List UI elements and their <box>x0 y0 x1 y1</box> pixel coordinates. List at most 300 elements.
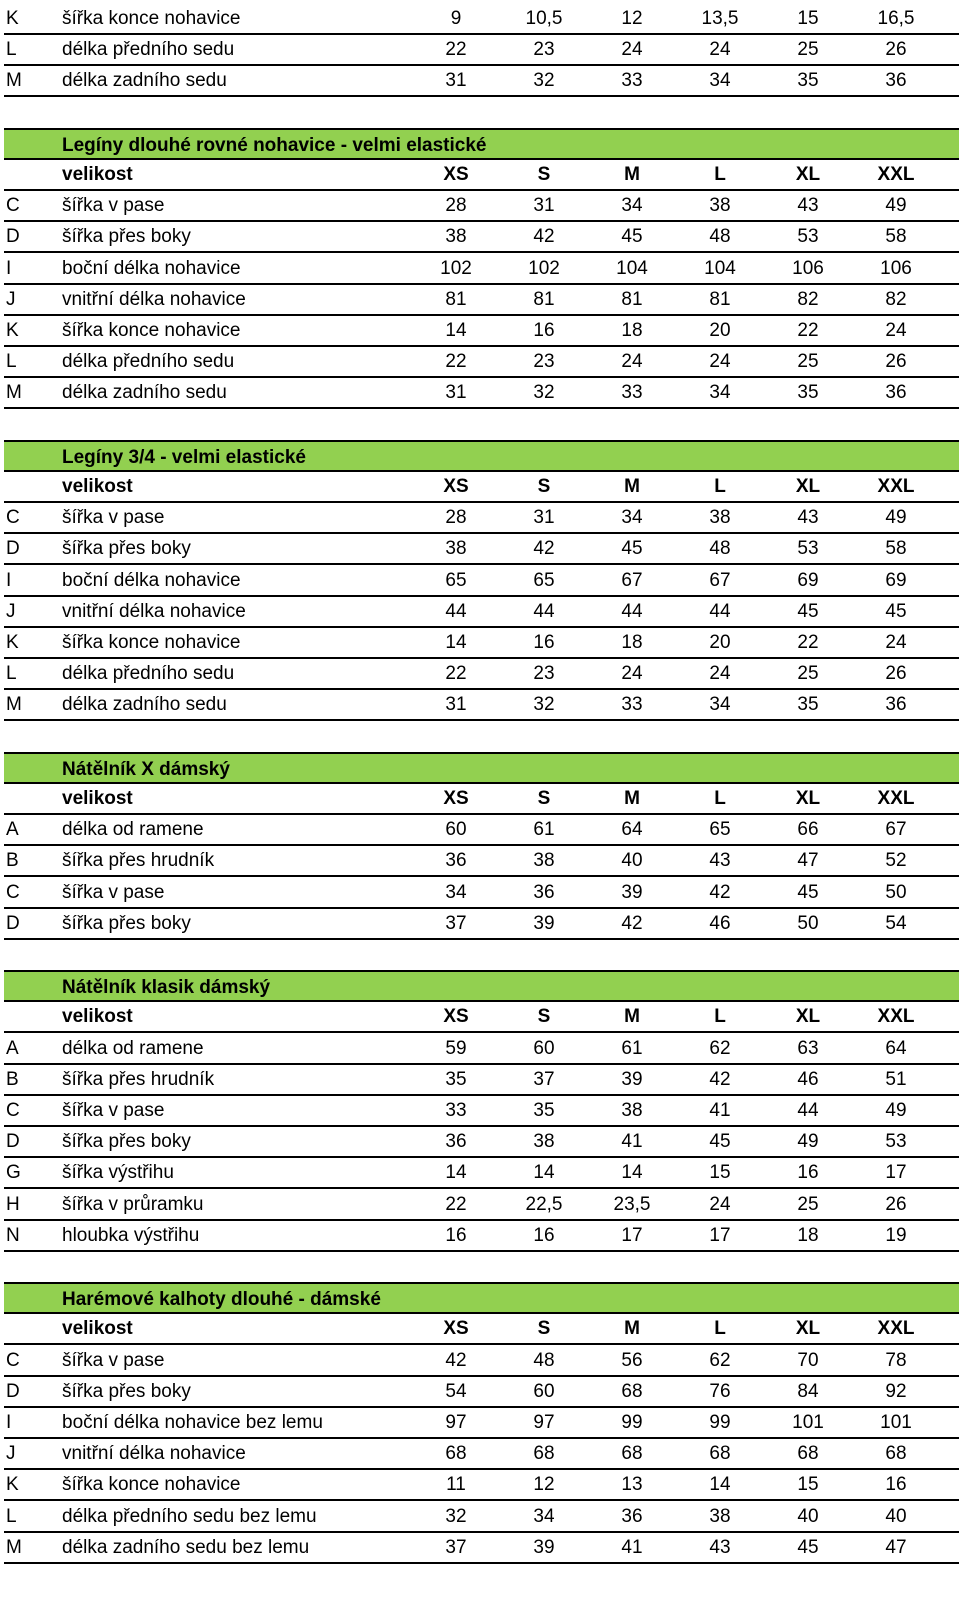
size-value: 23 <box>533 39 555 60</box>
size-header: L <box>714 1006 726 1027</box>
size-header: XXL <box>877 1318 915 1339</box>
table-row <box>4 377 959 409</box>
size-value: 19 <box>885 1225 907 1246</box>
size-value: 32 <box>533 694 555 715</box>
measure-label: šířka konce nohavice <box>62 1474 241 1495</box>
size-header: XS <box>443 1318 469 1339</box>
size-value: 37 <box>445 1537 467 1558</box>
measure-label: šířka přes boky <box>62 913 191 934</box>
size-header: M <box>624 788 640 809</box>
size-value: 35 <box>797 70 819 91</box>
size-value: 24 <box>709 39 731 60</box>
size-value: 81 <box>445 289 467 310</box>
size-value: 61 <box>533 819 555 840</box>
size-value: 45 <box>797 1537 819 1558</box>
size-value: 12 <box>621 8 643 29</box>
size-value: 13,5 <box>701 8 739 29</box>
size-value: 50 <box>885 882 907 903</box>
size-value: 16 <box>533 632 555 653</box>
size-value: 23 <box>533 351 555 372</box>
table-row <box>4 65 959 97</box>
size-value: 9 <box>450 8 462 29</box>
size-value: 38 <box>445 226 467 247</box>
size-header-row <box>4 783 959 815</box>
size-value: 31 <box>445 694 467 715</box>
size-header: S <box>537 476 551 497</box>
size-value: 23,5 <box>613 1194 651 1215</box>
size-value: 13 <box>621 1474 643 1495</box>
measure-code: C <box>6 1100 20 1121</box>
size-header: XXL <box>877 164 915 185</box>
size-value: 43 <box>797 507 819 528</box>
size-value: 62 <box>709 1350 731 1371</box>
measure-code: C <box>6 195 20 216</box>
measure-code: K <box>6 1474 19 1495</box>
size-value: 16 <box>533 1225 555 1246</box>
table-row <box>4 221 959 253</box>
size-value: 42 <box>445 1350 467 1371</box>
size-value: 38 <box>709 1506 731 1527</box>
size-value: 66 <box>797 819 819 840</box>
size-value: 18 <box>621 632 643 653</box>
size-value: 38 <box>445 538 467 559</box>
size-value: 39 <box>533 913 555 934</box>
size-value: 17 <box>621 1225 643 1246</box>
header-label: velikost <box>62 1006 133 1027</box>
size-value: 47 <box>885 1537 907 1558</box>
size-header: XXL <box>877 476 915 497</box>
measure-label: vnitřní délka nohavice <box>62 601 246 622</box>
table-row <box>4 1438 959 1470</box>
size-value: 31 <box>445 382 467 403</box>
size-value: 38 <box>533 850 555 871</box>
section-title-row <box>4 752 959 784</box>
size-value: 47 <box>797 850 819 871</box>
size-value: 41 <box>709 1100 731 1121</box>
size-value: 31 <box>445 70 467 91</box>
header-label: velikost <box>62 476 133 497</box>
size-value: 38 <box>709 195 731 216</box>
measure-code: M <box>6 382 22 403</box>
measure-label: šířka v pase <box>62 195 165 216</box>
size-value: 68 <box>533 1443 555 1464</box>
measure-code: L <box>6 351 17 372</box>
size-value: 38 <box>621 1100 643 1121</box>
measure-label: délka zadního sedu <box>62 382 227 403</box>
size-value: 36 <box>533 882 555 903</box>
size-value: 38 <box>533 1131 555 1152</box>
table-row <box>4 1501 959 1533</box>
size-value: 41 <box>621 1131 643 1152</box>
table-row <box>4 1220 959 1252</box>
size-value: 104 <box>704 258 736 279</box>
size-value: 62 <box>709 1038 731 1059</box>
size-value: 24 <box>621 39 643 60</box>
size-value: 34 <box>709 694 731 715</box>
measure-code: K <box>6 8 19 29</box>
measure-label: šířka přes boky <box>62 1131 191 1152</box>
header-label: velikost <box>62 164 133 185</box>
table-row <box>4 1033 959 1065</box>
size-value: 44 <box>797 1100 819 1121</box>
measure-label: vnitřní délka nohavice <box>62 1443 246 1464</box>
table-row <box>4 1532 959 1564</box>
table-row <box>4 346 959 378</box>
measure-code: L <box>6 663 17 684</box>
measure-code: C <box>6 882 20 903</box>
size-header: L <box>714 164 726 185</box>
table-row <box>4 502 959 534</box>
table-row <box>4 845 959 877</box>
measure-label: délka předního sedu <box>62 351 235 372</box>
size-value: 43 <box>709 1537 731 1558</box>
size-value: 24 <box>621 663 643 684</box>
measure-label: vnitřní délka nohavice <box>62 289 246 310</box>
size-value: 14 <box>445 632 467 653</box>
size-value: 14 <box>445 320 467 341</box>
size-value: 23 <box>533 663 555 684</box>
size-header: XXL <box>877 788 915 809</box>
size-value: 39 <box>621 882 643 903</box>
section-title: Harémové kalhoty dlouhé - dámské <box>62 1289 381 1310</box>
measure-label: hloubka výstřihu <box>62 1225 200 1246</box>
table-row <box>4 1189 959 1221</box>
size-header: L <box>714 1318 726 1339</box>
size-value: 60 <box>533 1038 555 1059</box>
size-value: 52 <box>885 850 907 871</box>
size-value: 25 <box>797 39 819 60</box>
header-label: velikost <box>62 788 133 809</box>
size-value: 15 <box>797 8 819 29</box>
table-row <box>4 689 959 721</box>
size-header: M <box>624 1006 640 1027</box>
size-value: 60 <box>533 1381 555 1402</box>
size-value: 39 <box>621 1069 643 1090</box>
measure-code: K <box>6 320 19 341</box>
size-value: 20 <box>709 320 731 341</box>
size-value: 54 <box>885 913 907 934</box>
measure-code: I <box>6 570 12 591</box>
size-value: 68 <box>709 1443 731 1464</box>
size-value: 33 <box>621 694 643 715</box>
size-value: 102 <box>440 258 472 279</box>
measure-code: B <box>6 1069 19 1090</box>
size-header: XXL <box>877 1006 915 1027</box>
size-value: 106 <box>792 258 824 279</box>
size-value: 26 <box>885 39 907 60</box>
measure-code: M <box>6 1537 22 1558</box>
size-value: 48 <box>533 1350 555 1371</box>
size-value: 40 <box>621 850 643 871</box>
size-value: 31 <box>533 507 555 528</box>
measure-label: délka zadního sedu bez lemu <box>62 1537 310 1558</box>
size-value: 48 <box>709 226 731 247</box>
size-value: 33 <box>621 382 643 403</box>
size-header: S <box>537 1006 551 1027</box>
size-value: 101 <box>880 1412 912 1433</box>
size-header-row <box>4 1313 959 1345</box>
size-header: XL <box>795 1318 821 1339</box>
size-value: 69 <box>797 570 819 591</box>
measure-label: boční délka nohavice bez lemu <box>62 1412 323 1433</box>
measure-label: délka zadního sedu <box>62 694 227 715</box>
measure-code: D <box>6 1381 20 1402</box>
measure-label: šířka konce nohavice <box>62 632 241 653</box>
section-title: Nátělník X dámský <box>62 759 230 780</box>
table-row <box>4 1064 959 1096</box>
table-row <box>4 190 959 222</box>
table-row <box>4 1126 959 1158</box>
size-value: 99 <box>709 1412 731 1433</box>
size-value: 32 <box>533 382 555 403</box>
size-value: 43 <box>797 195 819 216</box>
size-value: 97 <box>533 1412 555 1433</box>
size-value: 61 <box>621 1038 643 1059</box>
measure-code: C <box>6 507 20 528</box>
measure-label: šířka v pase <box>62 1100 165 1121</box>
measure-label: šířka přes hrudník <box>62 1069 215 1090</box>
size-value: 68 <box>885 1443 907 1464</box>
size-value: 106 <box>880 258 912 279</box>
measure-label: délka od ramene <box>62 1038 204 1059</box>
size-value: 36 <box>885 694 907 715</box>
size-value: 44 <box>709 601 731 622</box>
size-header: XS <box>443 788 469 809</box>
size-value: 68 <box>621 1443 643 1464</box>
size-header-row <box>4 1001 959 1033</box>
measure-label: šířka přes boky <box>62 1381 191 1402</box>
size-value: 17 <box>885 1162 907 1183</box>
size-value: 46 <box>709 913 731 934</box>
measure-code: A <box>6 1038 19 1059</box>
size-value: 18 <box>621 320 643 341</box>
size-value: 14 <box>621 1162 643 1183</box>
size-value: 24 <box>885 632 907 653</box>
size-value: 24 <box>885 320 907 341</box>
measure-code: D <box>6 226 20 247</box>
size-header: L <box>714 788 726 809</box>
size-header-row <box>4 471 959 503</box>
size-value: 45 <box>621 538 643 559</box>
size-value: 45 <box>797 601 819 622</box>
size-value: 34 <box>621 195 643 216</box>
size-header: S <box>537 1318 551 1339</box>
measure-label: šířka přes hrudník <box>62 850 215 871</box>
size-value: 78 <box>885 1350 907 1371</box>
measure-label: šířka v pase <box>62 882 165 903</box>
size-value: 14 <box>709 1474 731 1495</box>
size-value: 32 <box>533 70 555 91</box>
size-value: 17 <box>709 1225 731 1246</box>
table-row <box>4 315 959 347</box>
size-value: 42 <box>533 538 555 559</box>
table-row <box>4 1469 959 1501</box>
size-value: 76 <box>709 1381 731 1402</box>
header-label: velikost <box>62 1318 133 1339</box>
size-value: 28 <box>445 195 467 216</box>
size-value: 35 <box>533 1100 555 1121</box>
size-value: 22 <box>445 1194 467 1215</box>
size-value: 45 <box>621 226 643 247</box>
size-header-row <box>4 159 959 191</box>
size-value: 49 <box>885 195 907 216</box>
size-value: 20 <box>709 632 731 653</box>
size-value: 49 <box>885 1100 907 1121</box>
table-row <box>4 1095 959 1127</box>
size-value: 26 <box>885 1194 907 1215</box>
size-value: 45 <box>885 601 907 622</box>
size-header: XS <box>443 476 469 497</box>
size-header: S <box>537 164 551 185</box>
size-value: 81 <box>533 289 555 310</box>
table-row <box>4 1345 959 1377</box>
measure-code: J <box>6 1443 16 1464</box>
size-value: 99 <box>621 1412 643 1433</box>
size-value: 35 <box>445 1069 467 1090</box>
size-value: 24 <box>709 351 731 372</box>
table-row <box>4 627 959 659</box>
size-value: 44 <box>621 601 643 622</box>
size-header: XL <box>795 164 821 185</box>
measure-label: délka od ramene <box>62 819 204 840</box>
size-value: 84 <box>797 1381 819 1402</box>
measure-code: M <box>6 70 22 91</box>
size-value: 64 <box>621 819 643 840</box>
size-value: 53 <box>797 226 819 247</box>
size-header: XS <box>443 1006 469 1027</box>
size-value: 24 <box>709 1194 731 1215</box>
size-value: 16,5 <box>877 8 915 29</box>
size-value: 37 <box>533 1069 555 1090</box>
size-value: 18 <box>797 1225 819 1246</box>
size-value: 92 <box>885 1381 907 1402</box>
measure-code: K <box>6 632 19 653</box>
size-value: 24 <box>621 351 643 372</box>
measure-code: J <box>6 601 16 622</box>
size-value: 41 <box>621 1537 643 1558</box>
section-title-row <box>4 440 959 472</box>
size-value: 37 <box>445 913 467 934</box>
size-value: 43 <box>709 850 731 871</box>
size-header: L <box>714 476 726 497</box>
size-value: 16 <box>445 1225 467 1246</box>
size-header: S <box>537 788 551 809</box>
size-value: 81 <box>709 289 731 310</box>
size-value: 14 <box>533 1162 555 1183</box>
size-value: 38 <box>709 507 731 528</box>
measure-label: boční délka nohavice <box>62 570 241 591</box>
size-value: 42 <box>709 882 731 903</box>
size-value: 16 <box>797 1162 819 1183</box>
size-value: 25 <box>797 351 819 372</box>
size-value: 22 <box>445 663 467 684</box>
size-value: 68 <box>797 1443 819 1464</box>
size-value: 22 <box>445 351 467 372</box>
size-header: XL <box>795 476 821 497</box>
size-value: 58 <box>885 226 907 247</box>
measure-code: I <box>6 258 12 279</box>
size-value: 34 <box>709 382 731 403</box>
size-value: 101 <box>792 1412 824 1433</box>
size-value: 54 <box>445 1381 467 1402</box>
table-row <box>4 253 959 285</box>
measure-label: délka předního sedu bez lemu <box>62 1506 317 1527</box>
size-value: 26 <box>885 351 907 372</box>
measure-label: délka předního sedu <box>62 39 235 60</box>
size-value: 36 <box>885 70 907 91</box>
size-value: 67 <box>885 819 907 840</box>
measure-label: šířka konce nohavice <box>62 320 241 341</box>
table-row <box>4 596 959 628</box>
size-value: 36 <box>885 382 907 403</box>
size-value: 81 <box>621 289 643 310</box>
size-value: 53 <box>885 1131 907 1152</box>
size-value: 22 <box>797 632 819 653</box>
size-value: 31 <box>533 195 555 216</box>
measure-label: šířka výstřihu <box>62 1162 174 1183</box>
size-value: 36 <box>621 1506 643 1527</box>
size-value: 40 <box>797 1506 819 1527</box>
size-value: 15 <box>709 1162 731 1183</box>
size-value: 16 <box>885 1474 907 1495</box>
size-value: 28 <box>445 507 467 528</box>
size-value: 44 <box>533 601 555 622</box>
size-header: XL <box>795 788 821 809</box>
size-value: 45 <box>797 882 819 903</box>
size-value: 40 <box>885 1506 907 1527</box>
size-value: 67 <box>621 570 643 591</box>
size-value: 68 <box>621 1381 643 1402</box>
size-value: 22 <box>445 39 467 60</box>
size-value: 32 <box>445 1506 467 1527</box>
measure-label: šířka konce nohavice <box>62 8 241 29</box>
size-value: 65 <box>533 570 555 591</box>
measure-code: H <box>6 1194 20 1215</box>
measure-label: boční délka nohavice <box>62 258 241 279</box>
size-value: 11 <box>446 1474 466 1495</box>
size-value: 34 <box>709 70 731 91</box>
size-value: 22 <box>797 320 819 341</box>
size-value: 33 <box>445 1100 467 1121</box>
measure-label: šířka v průramku <box>62 1194 204 1215</box>
size-value: 15 <box>797 1474 819 1495</box>
table-row <box>4 1376 959 1408</box>
size-value: 39 <box>533 1537 555 1558</box>
measure-code: L <box>6 39 17 60</box>
size-value: 36 <box>445 1131 467 1152</box>
size-value: 63 <box>797 1038 819 1059</box>
measure-label: šířka přes boky <box>62 226 191 247</box>
measure-label: délka předního sedu <box>62 663 235 684</box>
section-title-row <box>4 128 959 160</box>
size-value: 67 <box>709 570 731 591</box>
table-row <box>4 877 959 909</box>
size-value: 42 <box>533 226 555 247</box>
table-row <box>4 908 959 940</box>
size-value: 34 <box>533 1506 555 1527</box>
measure-code: B <box>6 850 19 871</box>
size-value: 70 <box>797 1350 819 1371</box>
measure-code: D <box>6 538 20 559</box>
size-value: 82 <box>885 289 907 310</box>
section-title: Nátělník klasik dámský <box>62 977 271 998</box>
size-value: 25 <box>797 663 819 684</box>
size-value: 10,5 <box>525 8 563 29</box>
size-value: 50 <box>797 913 819 934</box>
size-value: 35 <box>797 694 819 715</box>
size-value: 65 <box>445 570 467 591</box>
size-value: 59 <box>445 1038 467 1059</box>
